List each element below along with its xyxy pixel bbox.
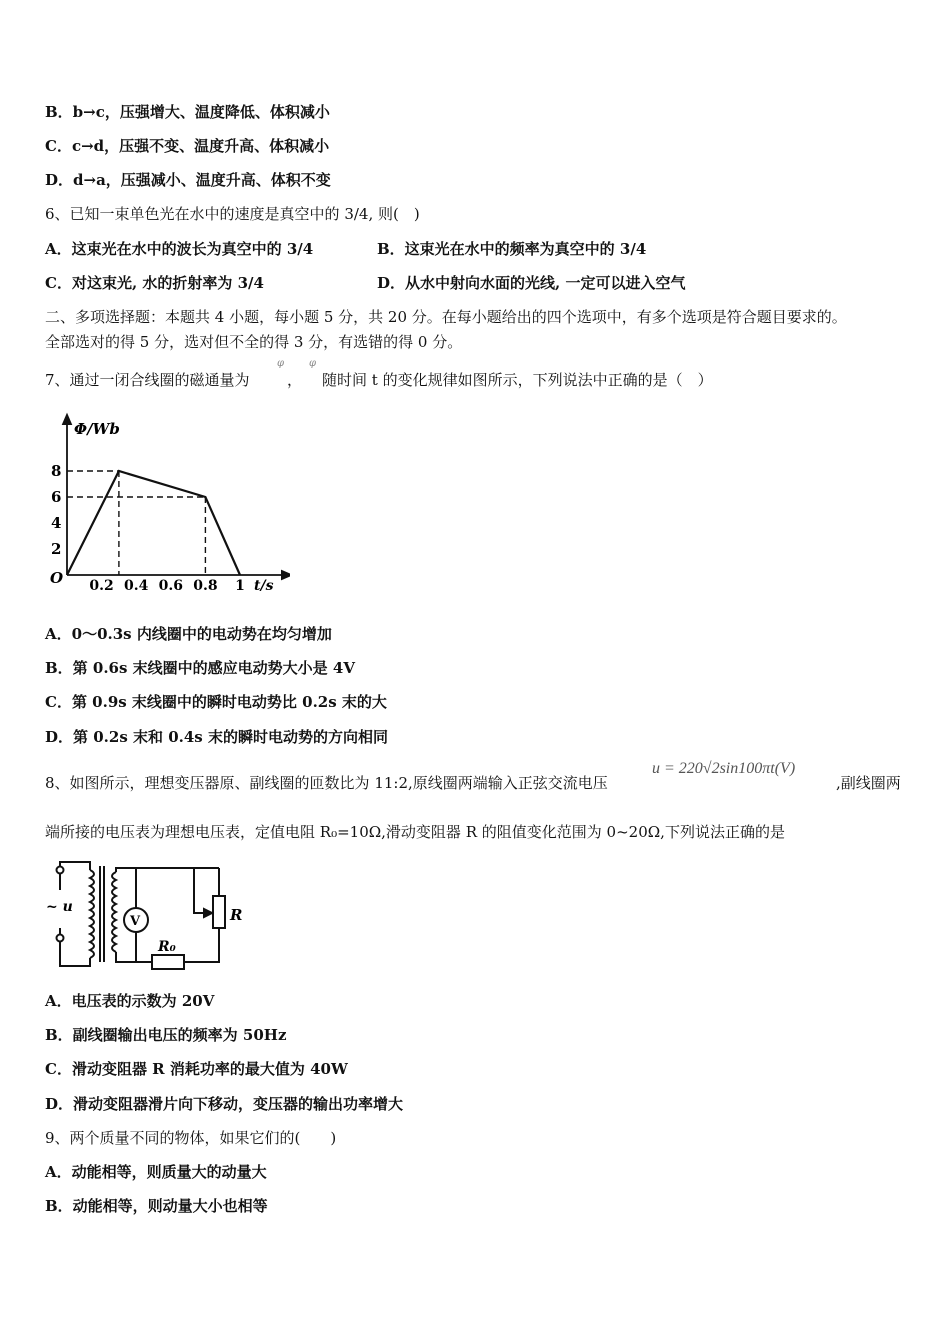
q7-option-d: D．第 0.2s 末和 0.4s 末的瞬时电动势的方向相同 — [45, 728, 388, 746]
x-tick-label: 0.8 — [193, 578, 218, 594]
origin-label: O — [50, 569, 64, 587]
q5-option-c: C．c→d，压强不变、温度升高、体积减小 — [45, 137, 330, 155]
q6-option-c: C．对这束光, 水的折射率为 3/4 — [45, 274, 264, 292]
transformer-circuit — [44, 858, 254, 973]
q7-option-a: A．0～0.3s 内线圈中的电动势在均匀增加 — [45, 625, 332, 643]
q5-option-b: B．b→c，压强增大、温度降低、体积减小 — [45, 103, 330, 121]
phi-symbol-2: φ — [309, 358, 317, 369]
x-tick-label: 0.2 — [89, 578, 114, 594]
x-tick-label: 0.6 — [158, 578, 183, 594]
q6-option-a: A．这束光在水中的波长为真空中的 3/4 — [45, 240, 314, 258]
q6-option-d: D．从水中射向水面的光线, 一定可以进入空气 — [377, 274, 686, 292]
q6-option-b: B．这束光在水中的频率为真空中的 3/4 — [377, 240, 647, 258]
phi-symbol: φ — [277, 358, 285, 369]
flux-series-line — [67, 471, 240, 575]
q7-option-b: B．第 0.6s 末线圈中的感应电动势大小是 4V — [45, 659, 355, 677]
q7-option-c: C．第 0.9s 末线圈中的瞬时电动势比 0.2s 末的大 — [45, 693, 387, 711]
x-tick-label: 0.4 — [124, 578, 149, 594]
q8-option-d: D．滑动变阻器滑片向下移动，变压器的输出功率增大 — [45, 1095, 404, 1113]
q8-stem-line2: 端所接的电压表为理想电压表，定值电阻 R₀=10Ω,滑动变阻器 R 的阻值变化范围为 0~20Ω,下列说法正确的是 — [45, 823, 785, 841]
q8-option-b: B．副线圈输出电压的频率为 50Hz — [45, 1026, 287, 1044]
primary-coil — [90, 870, 94, 958]
voltmeter-label: V — [130, 914, 141, 929]
x-tick-label: 1 — [235, 578, 245, 594]
secondary-coil — [112, 872, 116, 952]
r-label: R — [230, 906, 243, 924]
q9-option-b: B．动能相等，则动量大小也相等 — [45, 1197, 268, 1215]
resistor-r0 — [152, 955, 184, 969]
q8-option-a: A．电压表的示数为 20V — [45, 992, 215, 1010]
r0-label: R₀ — [158, 939, 176, 955]
y-tick-label: 6 — [51, 488, 62, 506]
primary-terminal-top — [57, 867, 64, 874]
x-axis-label: t/s — [254, 578, 274, 594]
y-tick-label: 8 — [51, 462, 62, 480]
q8-option-c: C．滑动变阻器 R 消耗功率的最大值为 40W — [45, 1060, 348, 1078]
q8-stem-tail: ,副线圈两 — [836, 774, 901, 792]
q7-stem-separator: ， — [287, 371, 303, 389]
q6-stem: 6、已知一束单色光在水中的速度是真空中的 3/4, 则( ) — [45, 205, 420, 223]
y-axis-label: Φ/Wb — [74, 420, 120, 438]
q9-stem: 9、两个质量不同的物体，如果它们的( ) — [45, 1129, 337, 1147]
section2-instructions-line2: 全部选对的得 5 分，选对但不全的得 3 分，有选错的得 0 分。 — [45, 333, 463, 351]
y-tick-label: 2 — [51, 540, 62, 558]
q7-stem-part2: 随时间 t 的变化规律如图所示，下列说法中正确的是（ ） — [322, 371, 713, 389]
q9-option-a: A．动能相等，则质量大的动量大 — [45, 1163, 267, 1181]
source-label: ~ u — [46, 899, 73, 915]
primary-terminal-bottom — [57, 935, 64, 942]
section2-instructions-line1: 二、多项选择题：本题共 4 小题，每小题 5 分，共 20 分。在每小题给出的四个选项中，有多个选项是符合题目要求的。 — [45, 308, 847, 326]
q7-stem-part1: 7、通过一闭合线圈的磁通量为 — [45, 371, 250, 389]
q5-option-d: D．d→a，压强减小、温度升高、体积不变 — [45, 171, 331, 189]
q8-stem-line1: 8、如图所示，理想变压器原、副线圈的匝数比为 11:2,原线圈两端输入正弦交流电压 — [45, 774, 608, 792]
rheostat-r — [213, 896, 225, 928]
rheostat-slider — [204, 909, 212, 917]
y-tick-label: 4 — [51, 514, 62, 532]
voltage-formula: u = 220√2sin100πt(V) — [652, 760, 796, 777]
flux-time-graph — [40, 412, 290, 597]
